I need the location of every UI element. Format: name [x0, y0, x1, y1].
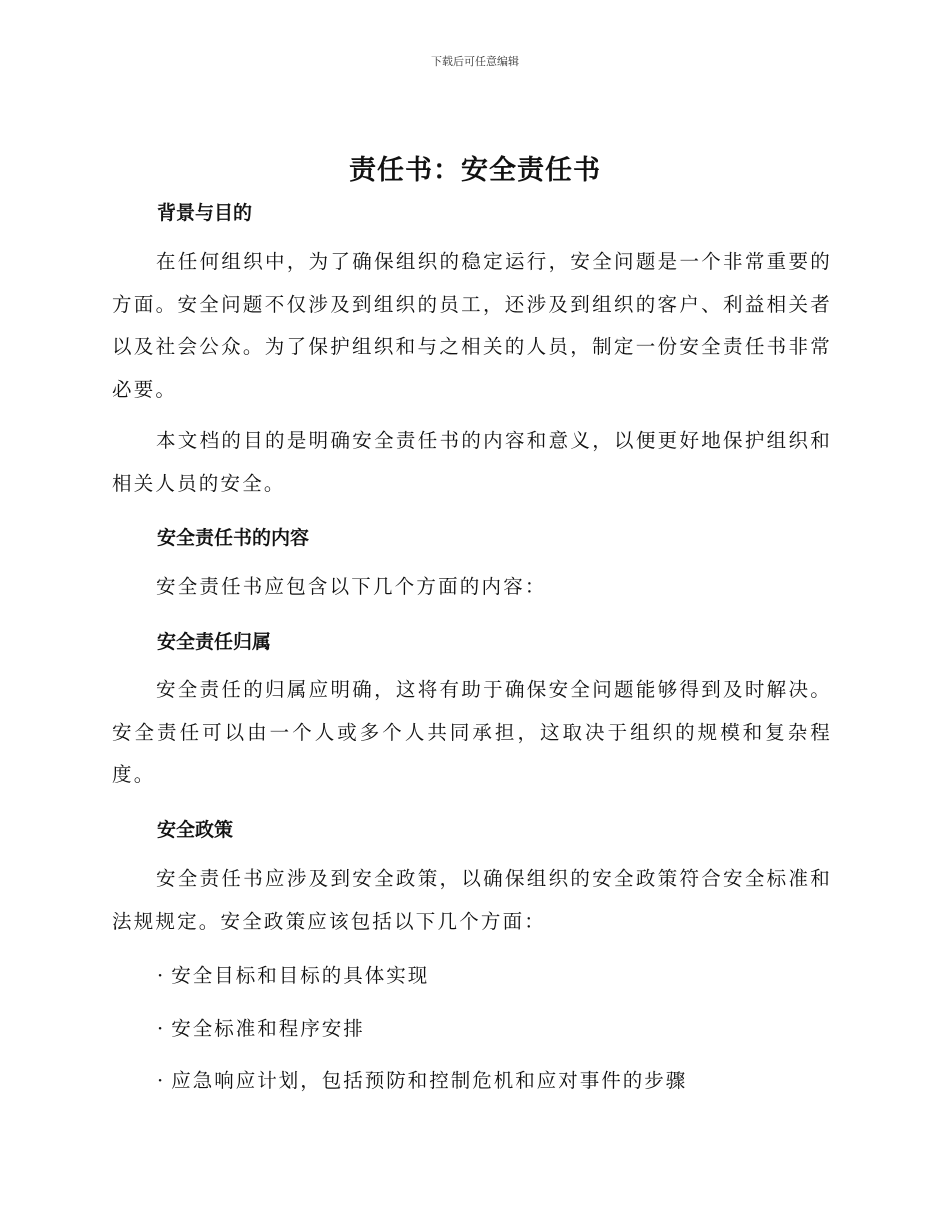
paragraph-content-1: 安全责任书应包含以下几个方面的内容：	[156, 575, 547, 598]
paragraph-policy-1: 安全责任书应涉及到安全政策，以确保组织的安全政策符合安全标准和法规规定。安全政策应该包括以下几个方面：	[112, 867, 832, 933]
bullet-marker: ·	[157, 964, 166, 987]
list-item-text: 安全标准和程序安排	[171, 1017, 365, 1040]
heading-policy: 安全政策	[157, 819, 234, 841]
paragraph-background-1: 在任何组织中，为了确保组织的稳定运行，安全问题是一个非常重要的方面。安全问题不仅涉及到组织的员工，还涉及到组织的客户、利益相关者以及社会公众。为了保护组织和与之相关的人员，制定一份安全责任书非常必要。	[112, 250, 832, 401]
list-item	[157, 1065, 687, 1093]
header-note: 下载后可任意编辑	[431, 55, 519, 68]
document-title: 责任书：安全责任书	[349, 155, 601, 186]
list-item	[157, 1013, 365, 1041]
paragraph-attribution-1: 安全责任的归属应明确，这将有助于确保安全问题能够得到及时解决。安全责任可以由一个人或多个人共同承担，这取决于组织的规模和复杂程度。	[112, 678, 832, 786]
bullet-marker: ·	[157, 1069, 166, 1092]
list-item	[157, 960, 429, 988]
paragraph-background-2: 本文档的目的是明确安全责任书的内容和意义，以便更好地保护组织和相关人员的安全。	[112, 429, 832, 495]
bullet-marker: ·	[157, 1017, 166, 1040]
heading-content: 安全责任书的内容	[157, 527, 310, 549]
heading-background: 背景与目的	[157, 202, 253, 224]
list-item-text: 应急响应计划，包括预防和控制危机和应对事件的步骤	[171, 1069, 688, 1092]
list-item-text: 安全目标和目标的具体实现	[171, 964, 430, 987]
heading-attribution: 安全责任归属	[157, 631, 272, 653]
